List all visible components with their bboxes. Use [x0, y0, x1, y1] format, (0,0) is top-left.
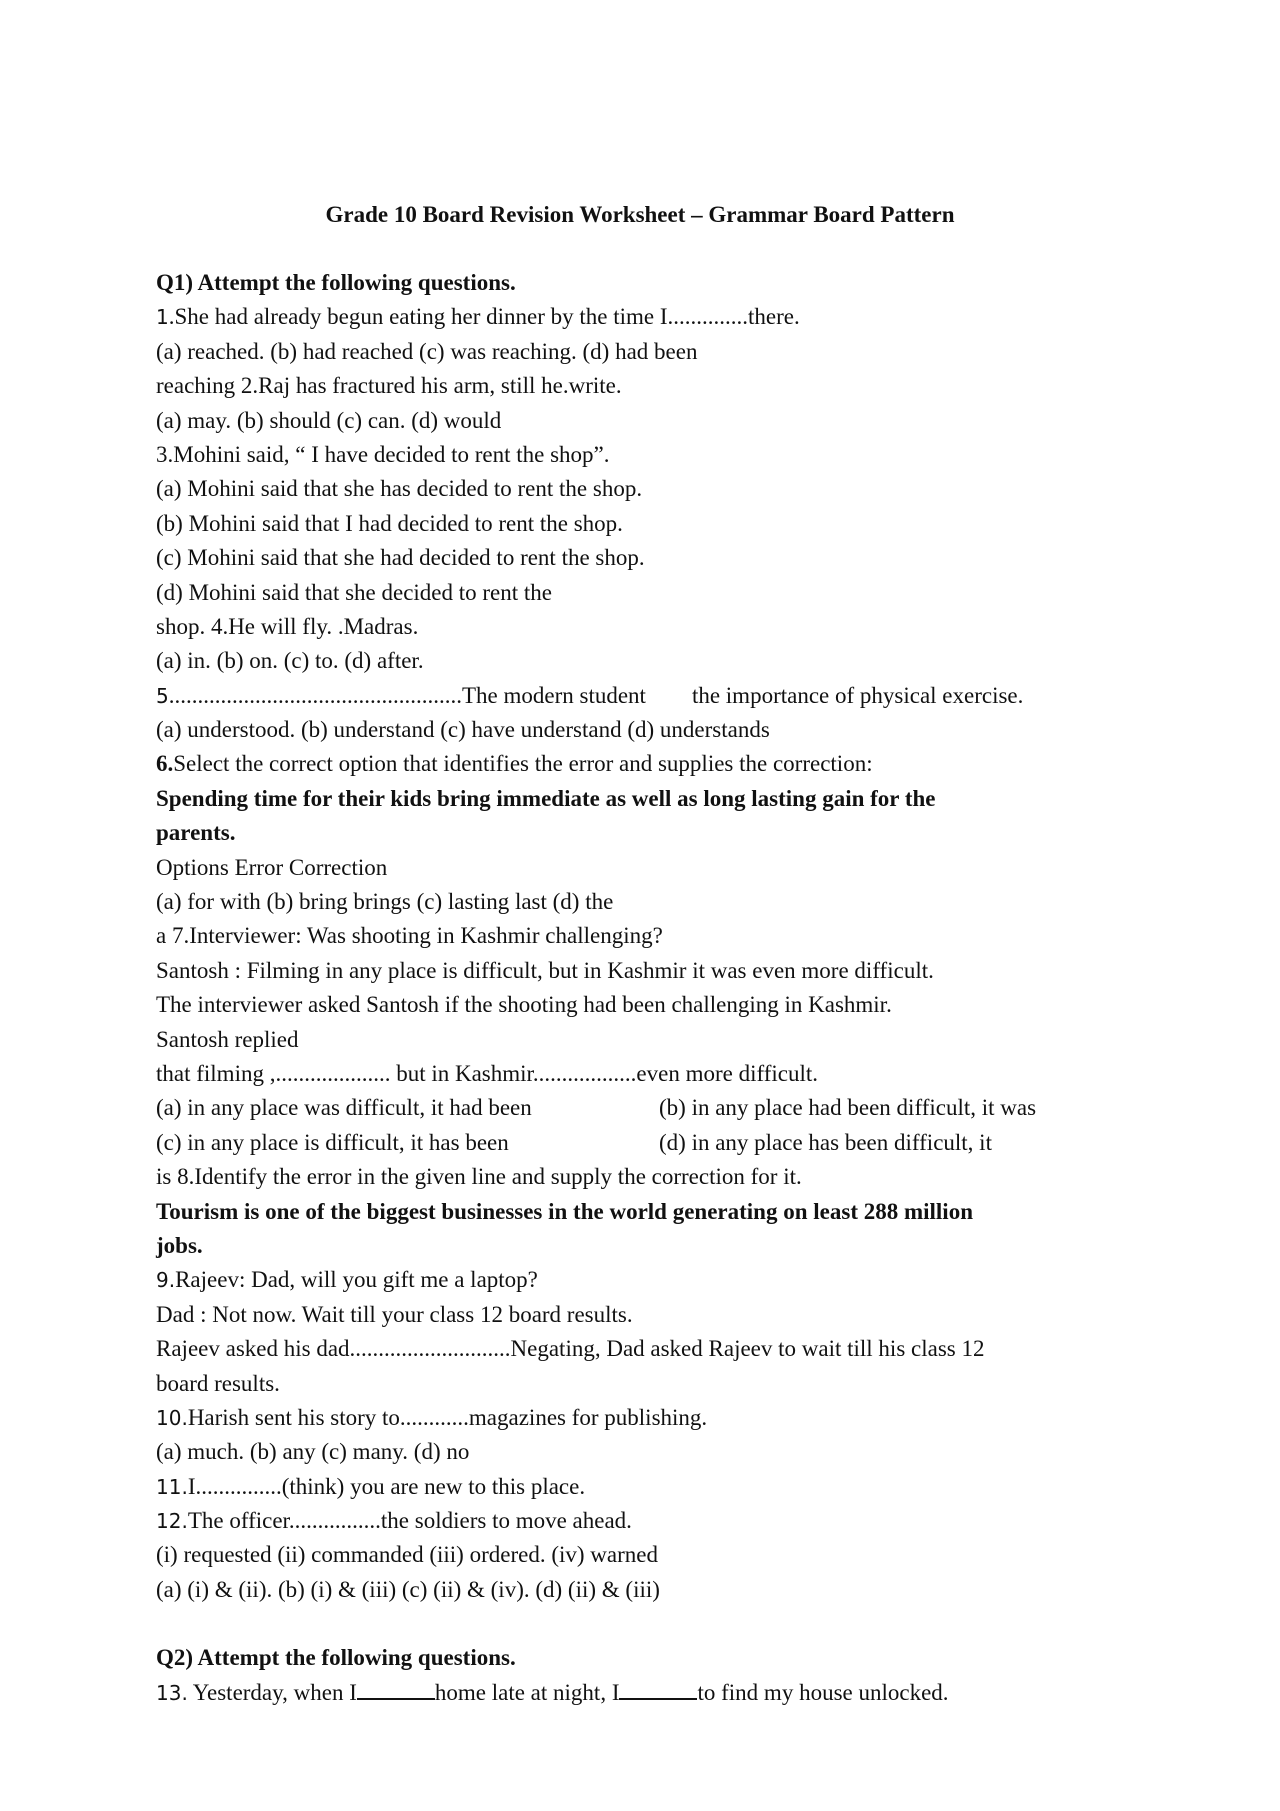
question-line — [156, 1676, 1166, 1710]
question-line: reaching 2.Raj has fractured his arm, still he.write. — [156, 373, 622, 399]
question-text: Select the correct option that identifies the error and supplies the correction: — [173, 751, 873, 777]
question-line — [156, 1263, 1166, 1297]
worksheet-title: Grade 10 Board Revision Worksheet – Grammar Board Pattern — [325, 202, 955, 227]
question-text: Yesterday, when I — [187, 1679, 357, 1705]
question-number: 10. — [156, 1405, 188, 1430]
question-number: 13. — [156, 1680, 188, 1705]
question-line: shop. 4.He will fly. .Madras. — [156, 613, 419, 639]
section-gap — [156, 1607, 1166, 1641]
question-text: The officer................the soldiers to move ahead. — [187, 1508, 632, 1534]
question-line — [156, 747, 1166, 781]
answer-blank[interactable] — [619, 1678, 697, 1700]
question-line: Santosh replied — [156, 1026, 299, 1052]
options-line: (a) understood. (b) understand (c) have understand (d) understands — [156, 717, 770, 743]
options-line: (a) Mohini said that she has decided to rent the shop. — [156, 476, 643, 502]
question-line: Rajeev asked his dad............................Negating, Dad asked Rajeev to wait till his class 12 — [156, 1336, 985, 1362]
options-line: (a) much. (b) any (c) many. (d) no — [156, 1439, 470, 1465]
options-line: (c) Mohini said that she had decided to rent the shop. — [156, 545, 645, 571]
question-number: 1 — [156, 305, 169, 330]
question-line: a 7.Interviewer: Was shooting in Kashmir challenging? — [156, 923, 663, 949]
options-line: (a) reached. (b) had reached (c) was reaching. (d) had been — [156, 338, 698, 364]
question-number: 6. — [156, 751, 174, 777]
options-line: (a) may. (b) should (c) can. (d) would — [156, 407, 502, 433]
error-sentence: Tourism is one of the biggest businesses in the world generating on least 288 million — [156, 1198, 973, 1224]
error-sentence: jobs. — [156, 1232, 203, 1258]
options-line: (a) (i) & (ii). (b) (i) & (iii) (c) (ii) & (iv). (d) (ii) & (iii) — [156, 1576, 660, 1602]
question-text: Rajeev: Dad, will you gift me a laptop? — [175, 1267, 538, 1293]
question-line: board results. — [156, 1370, 280, 1396]
options-line — [156, 1091, 1166, 1125]
question-line: Dad : Not now. Wait till your class 12 board results. — [156, 1301, 633, 1327]
question-text: .She had already begun eating her dinner by the time I..............there. — [168, 304, 800, 330]
question-line — [156, 1401, 1166, 1435]
worksheet-body — [156, 266, 1166, 1710]
question-line — [156, 300, 1166, 334]
question-line: The interviewer asked Santosh if the shooting had been challenging in Kashmir. — [156, 992, 892, 1018]
question-line — [156, 1470, 1166, 1504]
question-line — [156, 679, 1166, 713]
question-number: 9. — [156, 1268, 176, 1293]
question-text: home late at night, I — [434, 1679, 620, 1705]
option-b: (b) in any place had been difficult, it was — [659, 1095, 1037, 1121]
question-line — [156, 1504, 1166, 1538]
question-line: is 8.Identify the error in the given line and supply the correction for it. — [156, 1164, 802, 1190]
error-sentence: parents. — [156, 820, 236, 846]
option-d: (d) in any place has been difficult, it — [659, 1129, 992, 1155]
question-number: 11. — [156, 1474, 188, 1499]
answer-blank[interactable] — [357, 1678, 435, 1700]
options-header: Options Error Correction — [156, 854, 388, 880]
q2-heading: Q2) Attempt the following questions. — [156, 1645, 516, 1671]
options-line: (a) for with (b) bring brings (c) lasting last (d) the — [156, 889, 614, 915]
q1-heading: Q1) Attempt the following questions. — [156, 270, 516, 295]
question-text: Harish sent his story to............magazines for publishing. — [187, 1404, 708, 1430]
options-line: (a) in. (b) on. (c) to. (d) after. — [156, 648, 424, 674]
question-number: 12. — [156, 1509, 188, 1534]
question-text: to find my house unlocked. — [697, 1679, 949, 1705]
options-line: (b) Mohini said that I had decided to rent the shop. — [156, 510, 623, 536]
question-line: 3.Mohini said, “ I have decided to rent the shop”. — [156, 441, 610, 467]
error-sentence: Spending time for their kids bring immediate as well as long lasting gain for the — [156, 785, 936, 811]
question-line: Santosh : Filming in any place is difficult, but in Kashmir it was even more difficult. — [156, 957, 934, 983]
option-c: (c) in any place is difficult, it has been — [156, 1129, 509, 1155]
question-line: that filming ,.................... but in Kashmir..................even more difficult. — [156, 1060, 819, 1086]
options-line — [156, 1126, 1166, 1160]
options-line: (i) requested (ii) commanded (iii) ordered. (iv) warned — [156, 1542, 658, 1568]
option-a: (a) in any place was difficult, it had been — [156, 1095, 532, 1121]
question-number: 5 — [156, 683, 169, 708]
question-text: ...................................................The modern student the importance of physical exercise. — [168, 682, 1024, 708]
options-line: (d) Mohini said that she decided to rent the — [156, 579, 553, 605]
question-text: I...............(think) you are new to this place. — [187, 1473, 586, 1499]
